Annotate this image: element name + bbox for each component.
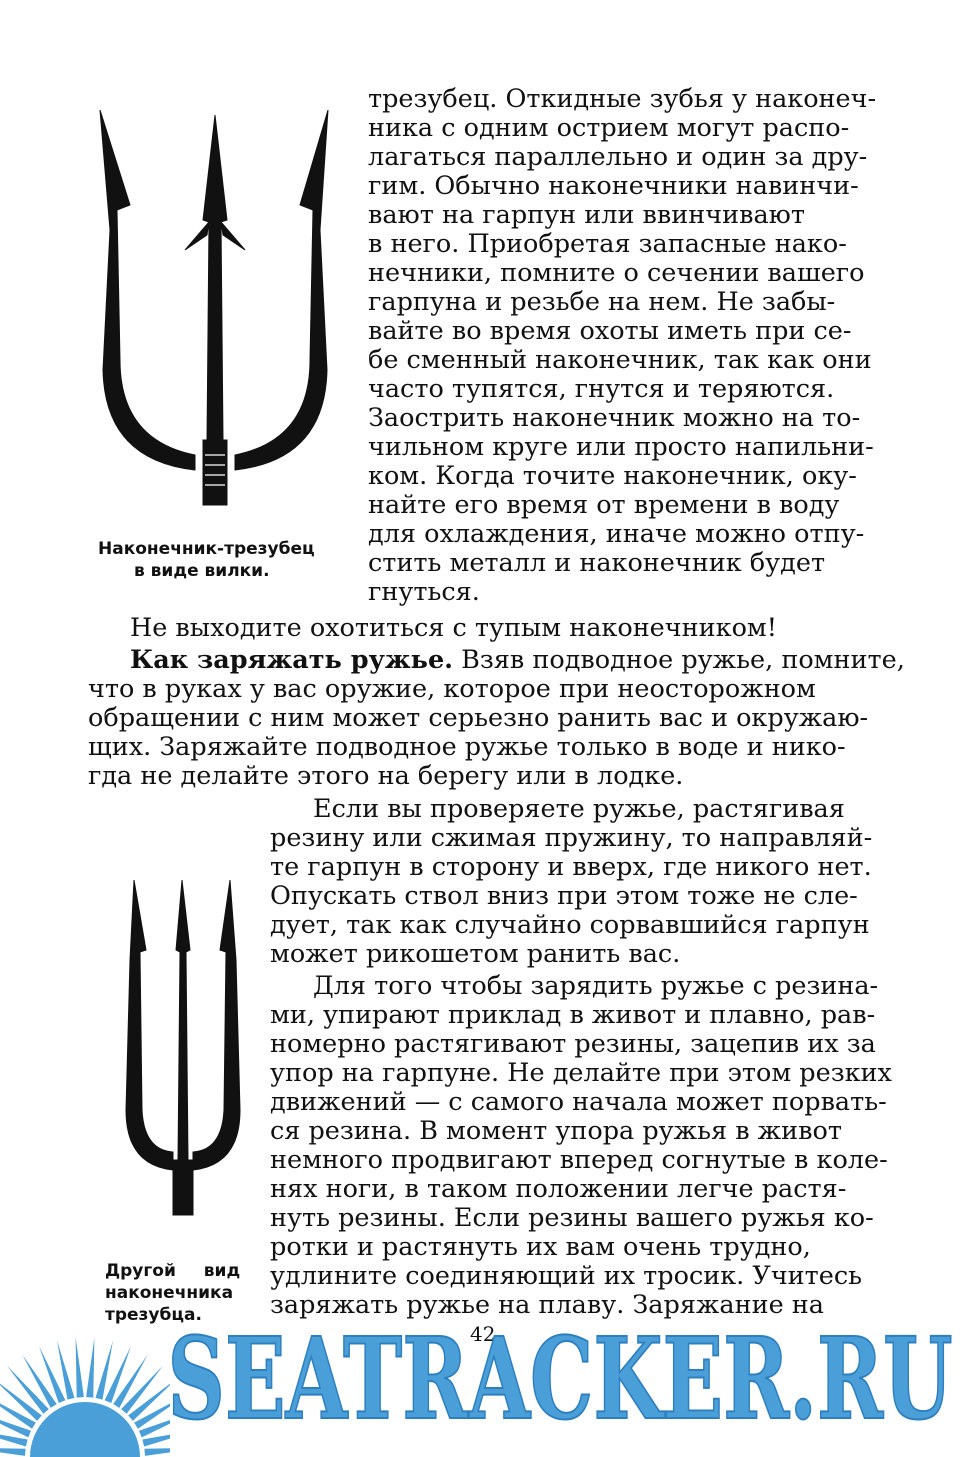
watermark <box>160 1318 960 1438</box>
figure-caption-1 <box>98 538 315 582</box>
text-line: ся резина. В момент упора ружья в живот <box>270 1116 842 1146</box>
text-line: найте его время от времени в воду <box>368 490 840 520</box>
text-line: Для того чтобы зарядить ружье с резина- <box>313 971 879 1001</box>
text-line: гим. Обычно наконечники навинчи- <box>368 171 859 201</box>
sun-ray <box>76 1337 84 1397</box>
caption-line: в виде вилки. <box>134 561 270 581</box>
section-heading: Как заряжать ружье. <box>130 645 454 675</box>
text-line: те гарпун в сторону и вверх, где никого нет. <box>270 852 872 882</box>
text-line: ми, упирают приклад в живот и плавно, рав- <box>270 1000 876 1030</box>
sun-logo-icon <box>0 1318 170 1457</box>
sun-ray <box>105 1346 131 1403</box>
sun-ray <box>0 1448 26 1456</box>
text-line: лагаться параллельно и один за дру- <box>368 142 868 172</box>
text-line: удлините соединяющий их тросик. Учитесь <box>270 1261 863 1291</box>
watermark-text: SEATRACKER.RU <box>167 1318 953 1438</box>
text-line: стить металл и наконечник будет <box>368 548 826 578</box>
caption-line: наконечника <box>105 1283 234 1303</box>
text-line: вают на гарпун или ввинчивают <box>368 200 805 230</box>
page-number: 42 <box>470 1322 496 1346</box>
text-line: для охлаждения, иначе можно отпу- <box>368 519 865 549</box>
trident-fork-illustration <box>95 110 335 520</box>
text-line: ника с одним острием могут распо- <box>368 113 850 143</box>
text-line: Заострить наконечник можно на то- <box>368 403 861 433</box>
text-line: что в руках у вас оружие, которое при неосторожном <box>88 674 816 704</box>
text-line: резину или сжимая пружину, то направляй- <box>270 823 873 853</box>
text-line: может рикошетом ранить вас. <box>270 939 681 969</box>
text-line: часто тупятся, гнутся и теряются. <box>368 374 835 404</box>
text-line: гнуться. <box>368 577 480 607</box>
text-line: движений — с самого начала может порвать- <box>270 1087 887 1117</box>
emphasis-line: Не выходите охотиться с тупым наконечником! <box>130 613 778 643</box>
sun-ray <box>39 1346 65 1403</box>
text-line: щих. Заряжайте подводное ружье только в воде и нико- <box>88 732 846 762</box>
text-line: упор на гарпуне. Не делайте при этом резких <box>270 1058 892 1088</box>
text-line: обращении с ним может серьезно ранить вас и окружаю- <box>88 703 869 733</box>
text-line: Если вы проверяете ружье, растягивая <box>313 794 845 824</box>
section-first-line <box>130 645 905 675</box>
caption-line: Другой вид <box>105 1261 241 1281</box>
text-line: гарпуна и резьбе на нем. Не забы- <box>368 287 836 317</box>
figure-caption-2 <box>105 1260 250 1326</box>
text-line: нях ноги, в таком положении легче растя- <box>270 1174 847 1204</box>
text-line: немного продвигают вперед согнутые в коле- <box>270 1145 888 1175</box>
text-line: ротки и растянуть их вам очень трудно, <box>270 1232 811 1262</box>
sun-ray <box>86 1337 94 1397</box>
text-line: номерно растягивают резины, зацепив их за <box>270 1029 876 1059</box>
text-line: нуть резины. Если резины вашего ружья ко- <box>270 1203 874 1233</box>
text-line: трезубец. Откидные зубья у наконеч- <box>368 84 877 114</box>
text-line: гда не делайте этого на берегу или в лодке. <box>88 761 684 791</box>
text-line: нечники, помните о сечении вашего <box>368 258 865 288</box>
text-line: дует, так как случайно сорвавшийся гарпун <box>270 910 870 940</box>
text-line: Взяв подводное ружье, помните, <box>461 645 905 675</box>
text-line: чильном круге или просто напильни- <box>368 432 874 462</box>
sun-ray <box>144 1448 170 1456</box>
text-line: вайте во время охоты иметь при се- <box>368 316 852 346</box>
caption-line: трезубца. <box>105 1305 202 1325</box>
text-line: бе сменный наконечник, так как они <box>368 345 872 375</box>
text-line: ком. Когда точите наконечник, оку- <box>368 461 857 491</box>
text-line: в него. Приобретая запасные нако- <box>368 229 847 259</box>
caption-line: Наконечник-трезубец <box>98 539 315 559</box>
trident-narrow-illustration <box>118 880 248 1220</box>
text-line: Опускать ствол вниз при этом тоже не сле- <box>270 881 858 911</box>
text-line: заряжать ружье на плаву. Заряжание на <box>270 1290 824 1320</box>
